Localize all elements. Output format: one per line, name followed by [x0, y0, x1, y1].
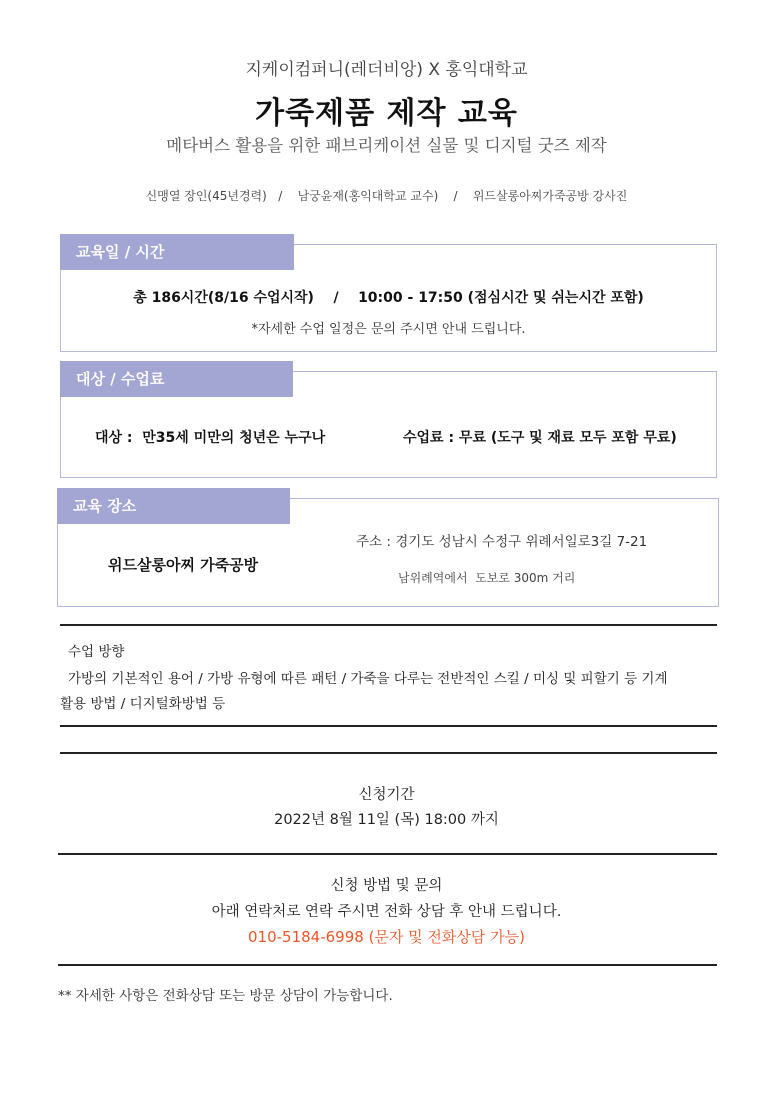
header-top-line: 지케이컴퍼니(레더비앙) X 홍익대학교	[245, 60, 528, 80]
course-line-2: 활용 방법 / 디지털화방법 등	[60, 696, 226, 712]
divider	[58, 853, 717, 855]
divider	[60, 725, 717, 727]
schedule-main: 총 186시간(8/16 수업시작) / 10:00 - 17:50 (점심시간 및 쉬는시간 포함)	[133, 290, 644, 306]
course-heading: 수업 방향	[68, 644, 125, 660]
footer-note: ** 자세한 사항은 전화상담 또는 방문 상담이 가능합니다.	[58, 988, 393, 1004]
location-tab: 교육 장소	[57, 488, 290, 524]
schedule-tab: 교육일 / 시간	[60, 234, 294, 270]
period-heading: 신청기간	[358, 787, 415, 803]
contact-text: 아래 연락처로 연락 주시면 전화 상담 후 안내 드립니다.	[211, 904, 562, 920]
fee-text: 수업료 : 무료 (도구 및 재료 모두 포함 무료)	[403, 430, 677, 446]
page-title: 가죽제품 제작 교육	[255, 96, 518, 131]
target-tab: 대상 / 수업료	[60, 361, 293, 397]
target-text: 대상 : 만35세 미만의 청년은 누구나	[95, 430, 326, 446]
divider	[60, 624, 717, 626]
contact-phone: 010-5184-6998 (문자 및 전화상담 가능)	[248, 928, 525, 946]
page-subtitle: 메타버스 활용을 위한 패브리케이션 실물 및 디지털 굿즈 제작	[166, 136, 607, 155]
location-address: 주소 : 경기도 성남시 수정구 위례서일로3길 7-21	[356, 534, 648, 550]
course-line-1: 가방의 기본적인 용어 / 가방 유형에 따른 패턴 / 가죽을 다루는 전반적인 스킬 / 미싱 및 피할기 등 기계	[68, 671, 668, 687]
period-date: 2022년 8월 11일 (목) 18:00 까지	[274, 812, 499, 828]
divider	[58, 964, 717, 966]
schedule-note: *자세한 수업 일정은 문의 주시면 안내 드립니다.	[251, 322, 526, 337]
location-directions: 남위례역에서 도보로 300m 거리	[398, 571, 576, 585]
contact-heading: 신청 방법 및 문의	[330, 878, 443, 894]
divider	[60, 752, 717, 754]
location-place: 위드살롱아찌 가죽공방	[108, 556, 259, 574]
instructors-line: 신맹열 장인(45년경력) / 남궁윤재(홍익대학교 교수) / 위드살롱아찌가죽공방 강사진	[145, 189, 628, 203]
